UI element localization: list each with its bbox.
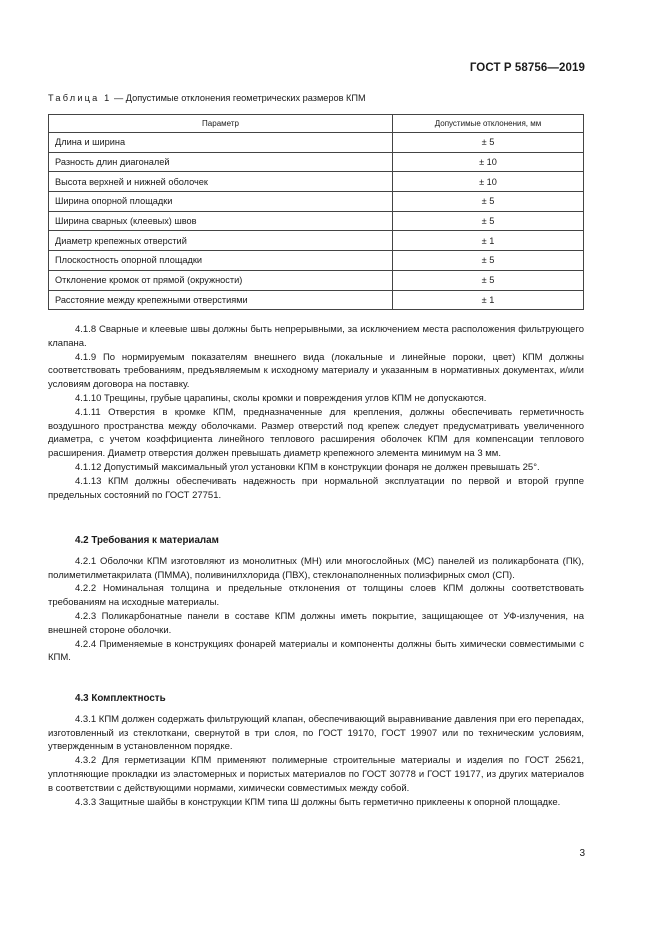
paragraph-4-3-2: 4.3.2 Для герметизации КПМ применяют полимерные строительные материалы и изделия по ГОСТ 25621, уплотняющие прокладки из эластомерных и пористых материалов по ГОСТ 30778 и ГОСТ 19177, из других материалов в соответствии с действующими нормами, химически совместимых между собой. [48, 755, 584, 794]
paragraph-4-1-11: 4.1.11 Отверстия в кромке КПМ, предназначенные для крепления, должны обеспечивать герметичность воздушного пространства между оболочками. Размер отверстий под крепеж следует предусматривать увеличенного диаметра, с учетом коэффициента линейного теплового расширения оболочек КПМ для компенсации теплового расширения. Диаметр отверстия должен превышать диаметр крепежного элемента минимум на 3 мм. [48, 406, 584, 460]
section-heading-4-3: 4.3 Комплектность [75, 693, 166, 704]
paragraph-4-3-1: 4.3.1 КПМ должен содержать фильтрующий клапан, обеспечивающий выравнивание давления при его перепадах, изготовленный из стеклоткани, свернутой в три слоя, по ГОСТ 19170, ГОСТ 19907 или по техническим условиям, утвержденным в установленном порядке. [48, 713, 584, 753]
table-cell-parameter: Ширина сварных (клеевых) швов [49, 211, 393, 231]
column-header-deviation: Допустимые отклонения, мм [393, 115, 584, 133]
column-header-parameter: Параметр [49, 115, 393, 133]
section-4-1-text [48, 323, 584, 502]
paragraph-4-1-8: 4.1.8 Сварные и клеевые швы должны быть непрерывными, за исключением места расположения фильтрующего клапана. [48, 324, 584, 349]
table-cell-deviation: ± 5 [393, 192, 584, 212]
table-row [49, 172, 584, 192]
table-cell-parameter: Расстояние между крепежными отверстиями [49, 290, 393, 310]
table-row [49, 211, 584, 231]
table-header-row [49, 115, 584, 133]
table-cell-deviation: ± 10 [393, 152, 584, 172]
table-caption [48, 93, 366, 103]
table-caption-label: Таблица 1 [48, 93, 112, 103]
table-cell-deviation: ± 1 [393, 231, 584, 251]
table-row [49, 192, 584, 212]
table-cell-parameter: Высота верхней и нижней оболочек [49, 172, 393, 192]
table-caption-text: — Допустимые отклонения геометрических размеров КПМ [111, 93, 366, 103]
table-row [49, 290, 584, 310]
paragraph-4-1-12: 4.1.12 Допустимый максимальный угол установки КПМ в конструкции фонаря не должен превышать 25°. [75, 461, 540, 473]
table-cell-deviation: ± 5 [393, 211, 584, 231]
paragraph-4-1-9: 4.1.9 По нормируемым показателям внешнего вида (локальные и линейные пороки, цвет) КПМ должны соответствовать требованиям, предъявляемым к исходному материалу и указанным в нормативных документах, и/или условиям договора на поставку. [48, 351, 584, 391]
deviations-table [48, 114, 584, 310]
paragraph-4-1-13: 4.1.13 КПМ должны обеспечивать надежность при нормальной эксплуатации по первой и второй группе предельных состояний по ГОСТ 27751. [48, 475, 584, 501]
table-cell-deviation: ± 5 [393, 270, 584, 290]
paragraph-4-2-1: 4.2.1 Оболочки КПМ изготовляют из монолитных (МН) или многослойных (МС) панелей из поликарбоната (ПК), полиметилметакрилата (ПММА), поливинилхлорида (ПВХ), стеклонаполненных полиэфирных смол (СП). [48, 555, 584, 581]
table-cell-parameter: Ширина опорной площадки [49, 192, 393, 212]
document-number: ГОСТ Р 58756—2019 [469, 62, 585, 74]
table-cell-parameter: Отклонение кромок от прямой (окружности) [49, 270, 393, 290]
table-cell-deviation: ± 10 [393, 172, 584, 192]
page-number: 3 [579, 848, 585, 859]
section-heading-4-2: 4.2 Требования к материалам [75, 535, 219, 546]
table-cell-deviation: ± 5 [393, 133, 584, 153]
table-row [49, 133, 584, 153]
table-cell-deviation: ± 1 [393, 290, 584, 310]
paragraph-4-2-4: 4.2.4 Применяемые в конструкциях фонарей материалы и компоненты должны быть химически совместимыми с КПМ. [48, 638, 584, 664]
table-cell-parameter: Плоскостность опорной площадки [49, 251, 393, 271]
table-row [49, 251, 584, 271]
table-cell-deviation: ± 5 [393, 251, 584, 271]
paragraph-4-1-10: 4.1.10 Трещины, грубые царапины, сколы кромки и повреждения углов КПМ не допускаются. [75, 392, 487, 404]
table-cell-parameter: Диаметр крепежных отверстий [49, 231, 393, 251]
paragraph-4-2-3: 4.2.3 Поликарбонатные панели в составе КПМ должны иметь покрытие, защищающее от УФ-излучения, на внешней стороне оболочки. [48, 610, 584, 636]
table-cell-parameter: Разность длин диагоналей [49, 152, 393, 172]
table-row [49, 152, 584, 172]
section-4-3 [48, 692, 584, 809]
section-4-2 [48, 534, 584, 665]
table-row [49, 231, 584, 251]
table-cell-parameter: Длина и ширина [49, 133, 393, 153]
table-row [49, 270, 584, 290]
paragraph-4-3-3: 4.3.3 Защитные шайбы в конструкции КПМ типа Ш должны быть герметично приклеены к опорной площадке. [75, 796, 561, 808]
paragraph-4-2-2: 4.2.2 Номинальная толщина и предельные отклонения от толщины слоев КПМ должны соответствовать требованиям на исходные материалы. [48, 583, 584, 609]
